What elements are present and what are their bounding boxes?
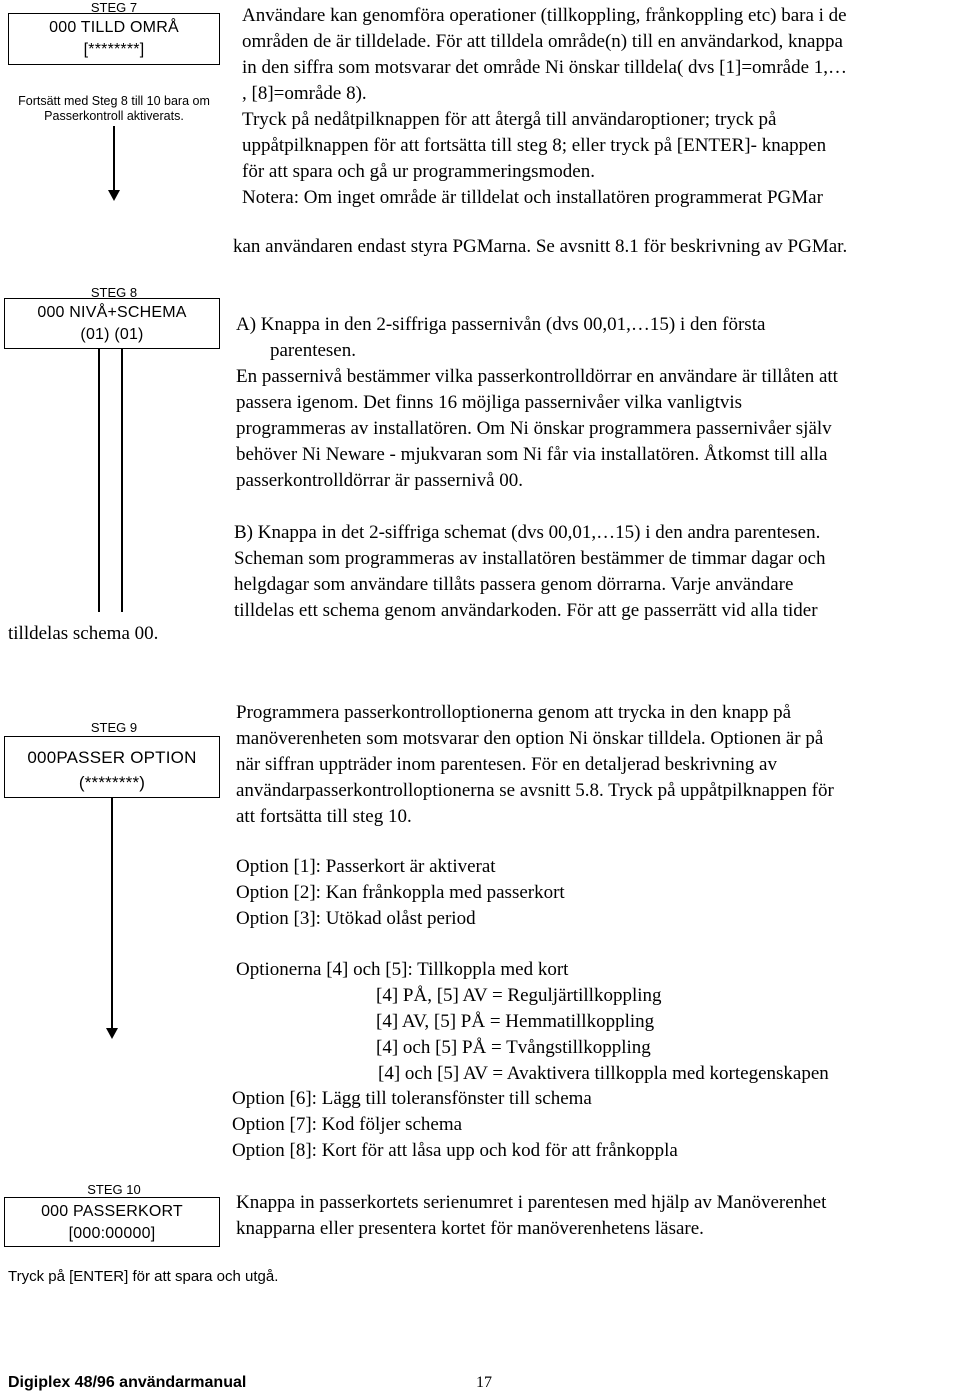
step7-text-line: Notera: Om inget område är tilldelat och installatören programmerat PGMar bbox=[242, 187, 823, 208]
step8-text-a-line: passera igenom. Det finns 16 möjliga passernivåer vilka vanligtvis bbox=[236, 392, 743, 413]
step9-options-45-title: Optionerna [4] och [5]: Tillkoppla med kort bbox=[236, 959, 569, 980]
step9-options-a bbox=[236, 854, 565, 932]
step9-label: STEG 9 bbox=[90, 720, 138, 735]
step8-lcd-line1: 000 NIVÅ+SCHEMA bbox=[37, 304, 187, 321]
step7-flow-line bbox=[113, 126, 115, 192]
step9-option-45-item: [4] och [5] AV = Avaktivera tillkoppla med kortegenskapen bbox=[378, 1063, 829, 1084]
step7-note bbox=[6, 94, 222, 124]
step9-option-item: Option [1]: Passerkort är aktiverat bbox=[236, 856, 496, 877]
step9-option-45-item: [4] och [5] PÅ = Tvångstillkoppling bbox=[376, 1037, 651, 1058]
step7-text-line: in den siffra som motsvarar det område Ni önskar tilldela( dvs [1]=område 1,… bbox=[242, 57, 848, 78]
step8-text-b-line: Scheman som programmeras av installatören bestämmer de timmar dagar och bbox=[234, 548, 826, 569]
step8-flow-line-right bbox=[121, 349, 123, 612]
step7-text-line: Användare kan genomföra operationer (tillkoppling, frånkoppling etc) bara i de bbox=[242, 5, 847, 26]
step9-intro-line: manöverenheten som motsvarar den option Ni önskar tilldela. Optionen är på bbox=[236, 728, 824, 749]
step7-continuation: kan användaren endast styra PGMarna. Se avsnitt 8.1 för beskrivning av PGMar. bbox=[233, 236, 848, 257]
step9-intro-line: Programmera passerkontrolloptionerna genom att trycka in den knapp på bbox=[236, 702, 792, 723]
step9-intro-line: när siffran uppträder inom parentesen. För en detaljerad beskrivning av bbox=[236, 754, 777, 775]
step9-intro-line: att fortsätta till steg 10. bbox=[236, 806, 412, 827]
step8-text-a-line: programmeras av installatören. Om Ni önskar programmera passernivåer själv bbox=[236, 418, 832, 439]
step9-intro-line: användarpasserkontrolloptionerna se avsnitt 5.8. Tryck på uppåtpilknappen för bbox=[236, 780, 834, 801]
footer-page-number: 17 bbox=[476, 1374, 492, 1391]
step7-note-line1: Fortsätt med Steg 8 till 10 bara om bbox=[18, 94, 210, 108]
step8-text-b-line: B) Knappa in det 2-siffriga schemat (dvs 00,01,…15) i den andra parentesen. bbox=[234, 522, 821, 543]
step8-text-a-line: behöver Ni Neware - mjukvaran som Ni får via installatören. Åtkomst till alla bbox=[236, 444, 828, 465]
step8-text-a bbox=[236, 312, 838, 494]
step9-arrow-down-icon bbox=[106, 1028, 118, 1039]
step9-option-item: Option [7]: Kod följer schema bbox=[232, 1114, 463, 1135]
step8-label: STEG 8 bbox=[90, 285, 138, 300]
step7-note-line2: Passerkontroll aktiverats. bbox=[44, 109, 184, 123]
step7-text-line: för att spara och gå ur programmeringsmoden. bbox=[242, 161, 595, 182]
step8-text-a-line: A) Knappa in den 2-siffriga passernivån (dvs 00,01,…15) i den första bbox=[236, 314, 766, 335]
step10-text bbox=[236, 1190, 826, 1242]
step10-label: STEG 10 bbox=[87, 1182, 141, 1197]
step7-label: STEG 7 bbox=[90, 0, 138, 15]
step8-text-b-line: helgdagar som användare tillåts passera genom dörrarna. Varje användare bbox=[234, 574, 794, 595]
step8-flow-line-left bbox=[98, 349, 100, 612]
step7-text-line: uppåtpilknappen för att fortsätta till steg 8; eller tryck på [ENTER]- knappen bbox=[242, 135, 827, 156]
step9-lcd-line1: 000PASSER OPTION bbox=[27, 748, 197, 767]
step10-text-line: knapparna eller presentera kortet för manöverenhetens läsare. bbox=[236, 1218, 704, 1239]
step7-arrow-down-icon bbox=[108, 190, 120, 201]
step10-lcd-line2: [000:00000] bbox=[68, 1225, 156, 1242]
step8-text-a-line: passerkontrolldörrar är passernivå 00. bbox=[236, 470, 524, 491]
step7-lcd-line1: 000 TILLD OMRÅ bbox=[49, 19, 179, 36]
step10-footer-note: Tryck på [ENTER] för att spara och utgå. bbox=[8, 1268, 279, 1285]
step9-option-45-item: [4] PÅ, [5] AV = Reguljärtillkoppling bbox=[376, 985, 662, 1006]
step9-option-item: Option [8]: Kort för att låsa upp och kod för att frånkoppla bbox=[232, 1140, 678, 1161]
step8-text-a-line: parentesen. bbox=[270, 340, 356, 361]
step8-text-a-line: En passernivå bestämmer vilka passerkontrolldörrar en användare är tillåten att bbox=[236, 366, 838, 387]
step8-text-b bbox=[234, 520, 825, 624]
step9-options-b bbox=[232, 1086, 678, 1164]
step8-text-b-line: tilldelas ett schema genom användarkoden. För att ge passerrätt vid alla tider bbox=[234, 600, 818, 621]
step9-flow-line bbox=[111, 798, 113, 1030]
step9-lcd-display bbox=[4, 736, 220, 798]
step9-option-45-item: [4] AV, [5] PÅ = Hemmatillkoppling bbox=[376, 1011, 655, 1032]
step8-lcd-display bbox=[4, 298, 220, 349]
step7-text-line: Tryck på nedåtpilknappen för att återgå till användaroptioner; tryck på bbox=[242, 109, 777, 130]
step10-lcd-display bbox=[4, 1197, 220, 1247]
step8-continuation: tilldelas schema 00. bbox=[8, 623, 159, 644]
step9-options-45 bbox=[376, 983, 829, 1087]
step9-intro bbox=[236, 700, 834, 830]
step7-lcd-line2: [********] bbox=[83, 41, 145, 58]
step10-lcd-line1: 000 PASSERKORT bbox=[41, 1203, 183, 1220]
footer-manual-title: Digiplex 48/96 användarmanual bbox=[8, 1374, 247, 1391]
step7-lcd-display bbox=[8, 13, 220, 65]
step9-option-item: Option [2]: Kan frånkoppla med passerkort bbox=[236, 882, 565, 903]
step7-text bbox=[242, 3, 847, 211]
step8-lcd-line2: (01) (01) bbox=[80, 326, 144, 343]
step9-option-item: Option [3]: Utökad olåst period bbox=[236, 908, 476, 929]
step7-text-line: , [8]=område 8). bbox=[242, 83, 367, 104]
step9-lcd-line2: (********) bbox=[78, 773, 146, 792]
step10-text-line: Knappa in passerkortets serienumret i parentesen med hjälp av Manöverenhet bbox=[236, 1192, 827, 1213]
step9-option-item: Option [6]: Lägg till toleransfönster till schema bbox=[232, 1088, 592, 1109]
step7-text-line: områden de är tilldelade. För att tilldela område(n) till en användarkod, knappa bbox=[242, 31, 843, 52]
